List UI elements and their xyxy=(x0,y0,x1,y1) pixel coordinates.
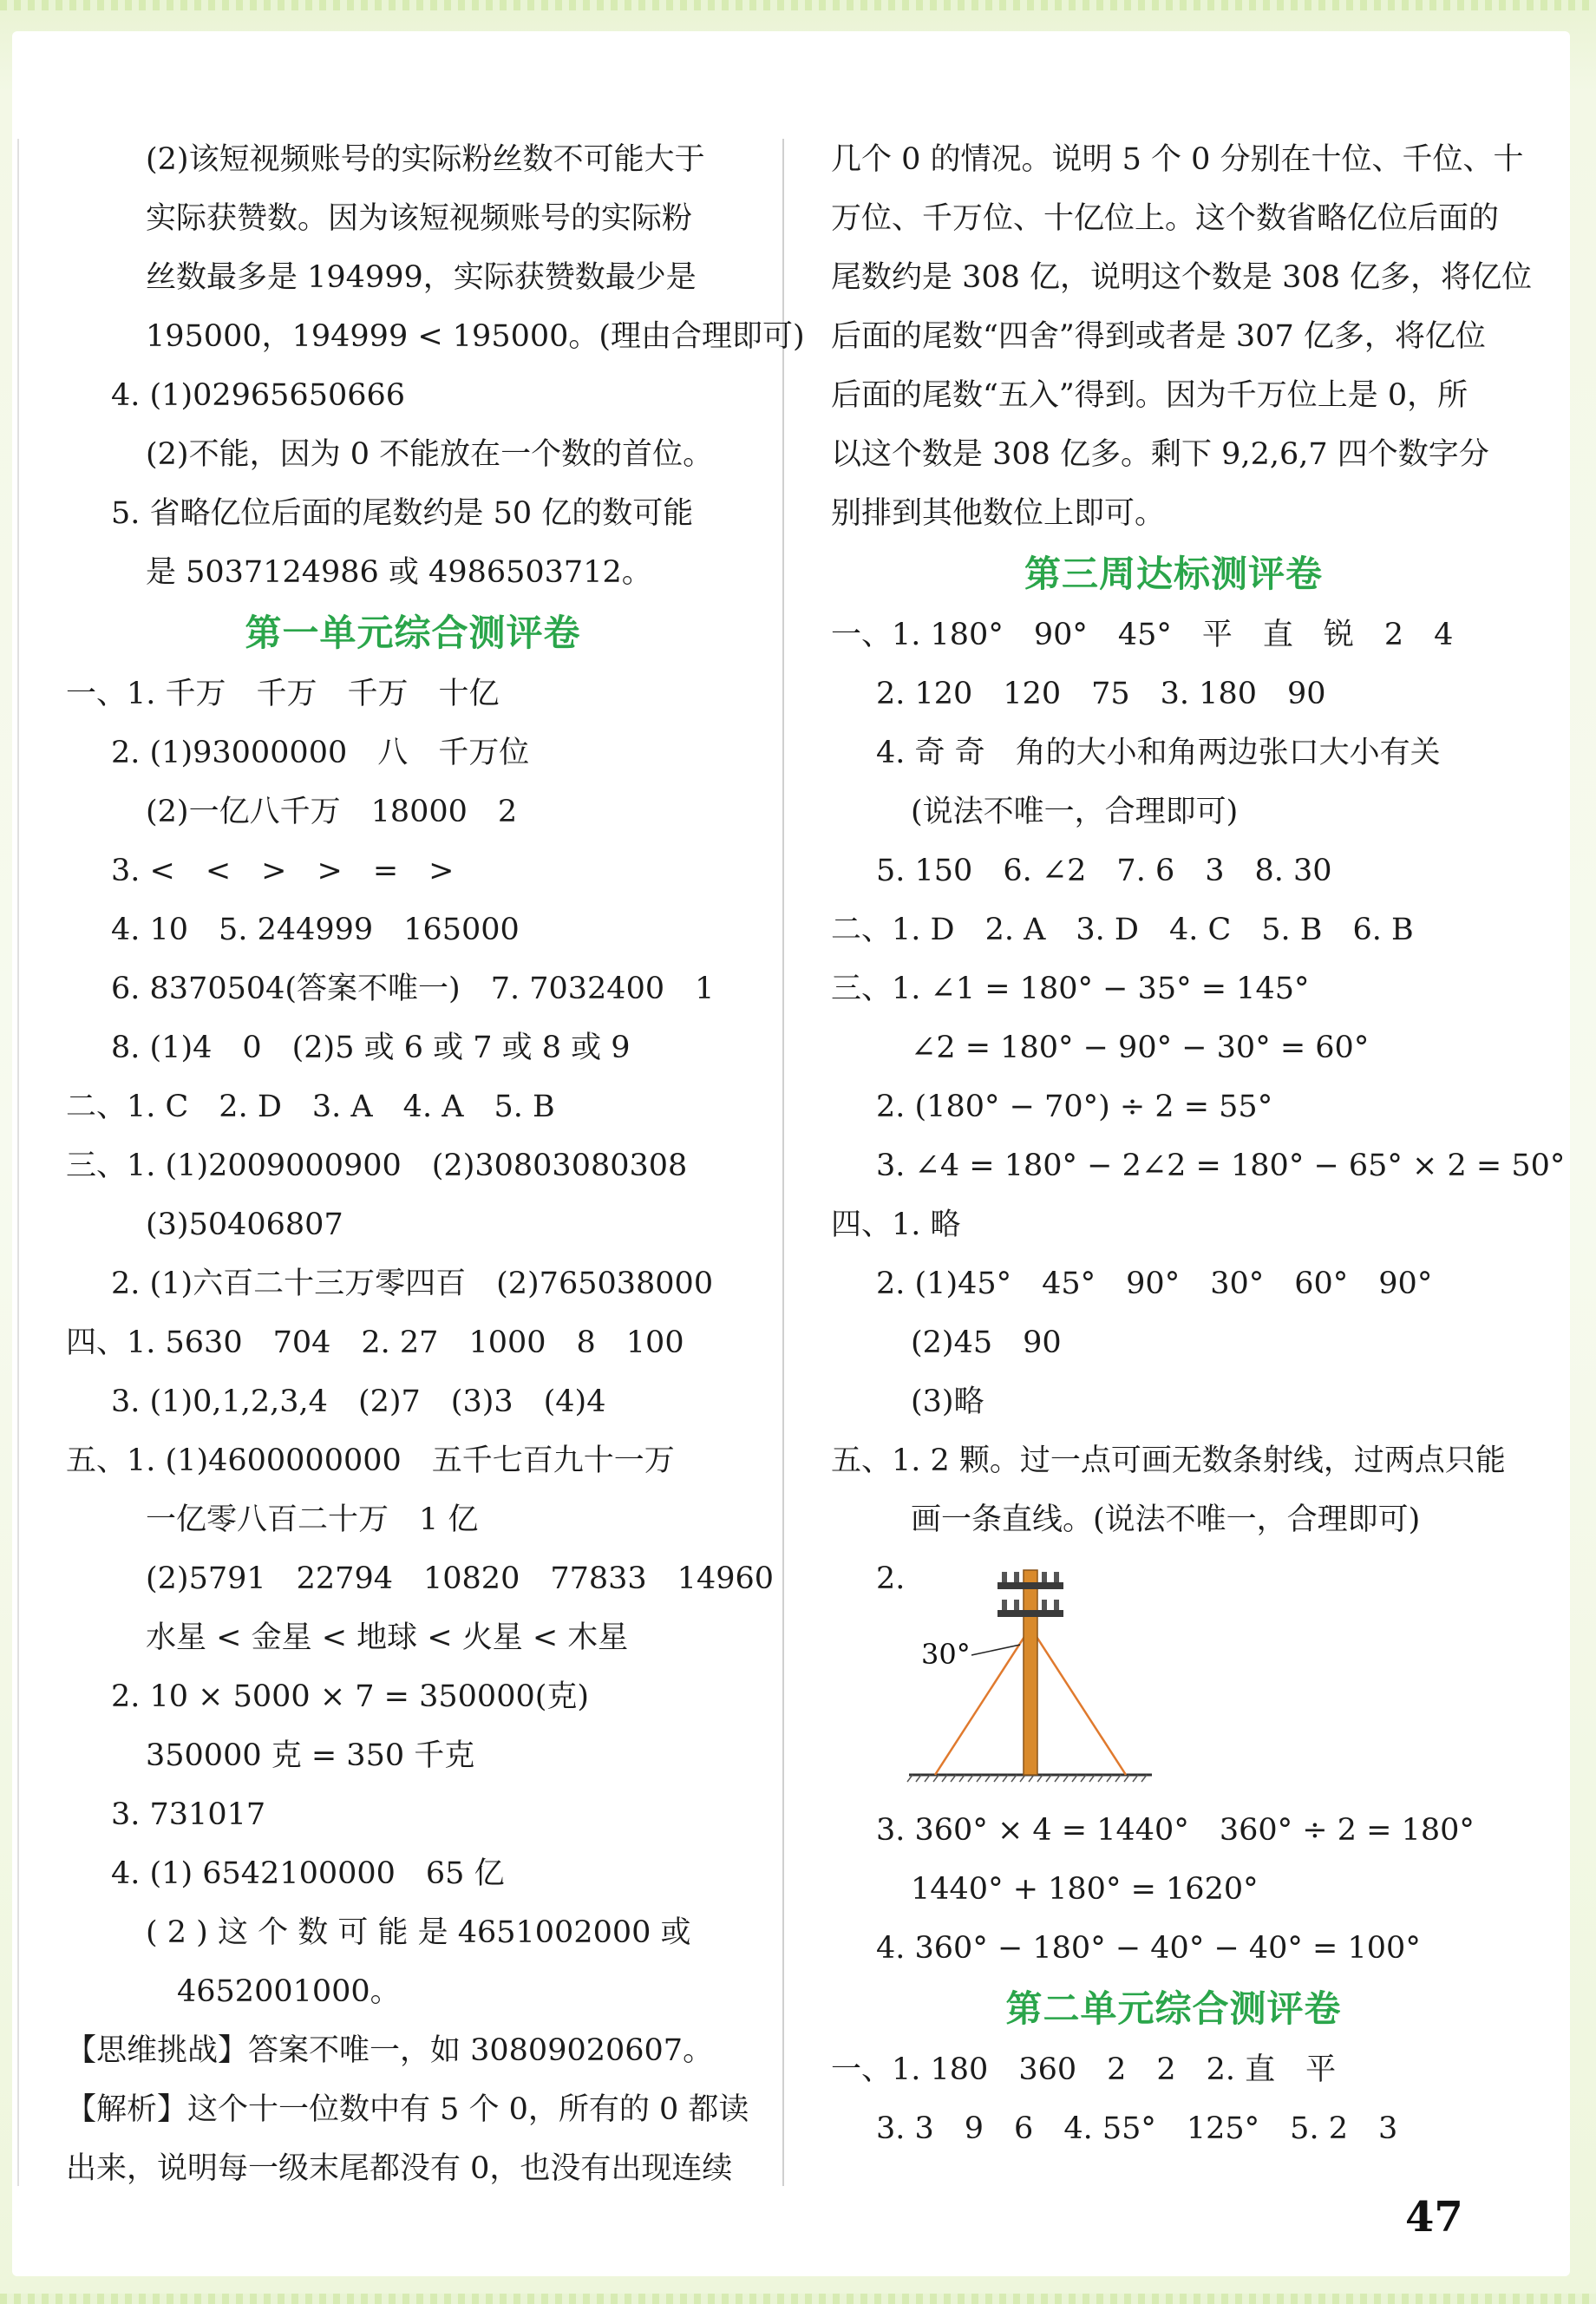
insulator xyxy=(1014,1572,1019,1582)
answer-line: 4652001000。 xyxy=(177,1974,401,2009)
answer-line: 二、1. C 2. D 3. A 4. A 5. B xyxy=(66,1090,555,1124)
top-decorative-stripe xyxy=(0,0,1596,10)
answer-line: 350000 克 = 350 千克 xyxy=(146,1738,475,1773)
utility-pole xyxy=(1024,1570,1037,1775)
section-heading: 第三周达标测评卷 xyxy=(1024,553,1323,595)
answer-line: 2. (1)93000000 八 千万位 xyxy=(111,736,530,770)
answer-line: 3. < < > > = > xyxy=(111,854,455,888)
answer-line: 3. 731017 xyxy=(111,1797,266,1832)
answer-line: 3. 3 9 6 4. 55° 125° 5. 2 3 xyxy=(876,2111,1398,2146)
answer-line: 3. 360° × 4 = 1440° 360° ÷ 2 = 180° xyxy=(876,1813,1475,1848)
answer-line: 4. (1)02965650666 xyxy=(111,378,406,413)
answer-line: (2)不能，因为 0 不能放在一个数的首位。 xyxy=(146,437,714,472)
left-column xyxy=(66,130,805,2198)
right-column xyxy=(831,130,1566,2158)
answer-line: 二、1. D 2. A 3. D 4. C 5. B 6. B xyxy=(831,913,1414,947)
column-divider xyxy=(782,139,784,2186)
answer-line: (2)一亿八千万 18000 2 xyxy=(146,795,518,829)
answer-line: 三、1. ∠1 = 180° − 35° = 145° xyxy=(831,972,1310,1006)
answer-line: 实际获赞数。因为该短视频账号的实际粉 xyxy=(146,201,693,236)
answer-line: 几个 0 的情况。说明 5 个 0 分别在十位、千位、十 xyxy=(831,142,1524,177)
answer-line: 五、1. (1)4600000000 五千七百九十一万 xyxy=(66,1443,675,1478)
answer-line: 4. 10 5. 244999 165000 xyxy=(111,913,520,947)
answer-line: 三、1. (1)2009000900 (2)30803080308 xyxy=(66,1149,688,1183)
answer-line: 尾数约是 308 亿，说明这个数是 308 亿多，将亿位 xyxy=(831,260,1533,295)
page-number: 47 xyxy=(1405,2193,1463,2242)
answer-line: 出来，说明每一级末尾都没有 0，也没有出现连续 xyxy=(66,2151,733,2186)
answer-line: 一、1. 180° 90° 45° 平 直 锐 2 4 xyxy=(831,618,1454,652)
answer-line: 万位、千万位、十亿位上。这个数省略亿位后面的 xyxy=(831,201,1500,236)
angle-label: 30° xyxy=(921,1638,971,1671)
answer-line: 4. 360° − 180° − 40° − 40° = 100° xyxy=(876,1931,1421,1966)
answer-line: 【解析】这个十一位数中有 5 个 0，所有的 0 都读 xyxy=(66,2092,749,2127)
section-heading: 第一单元综合测评卷 xyxy=(245,612,581,654)
answer-line: ( 2 ) 这 个 数 可 能 是 4651002000 或 xyxy=(146,1915,691,1950)
answer-line: 一亿零八百二十万 1 亿 xyxy=(146,1502,479,1537)
answer-line: 四、1. 略 xyxy=(831,1208,961,1242)
answer-line: 4. 奇 奇 角的大小和角两边张口大小有关 xyxy=(876,736,1441,770)
answer-line: 2. (1)45° 45° 90° 30° 60° 90° xyxy=(876,1267,1433,1301)
answer-line: (2)45 90 xyxy=(911,1325,1062,1360)
insulator xyxy=(1054,1600,1059,1610)
answer-line: 后面的尾数“四舍”得到或者是 307 亿多，将亿位 xyxy=(831,319,1486,354)
pole-crossarm xyxy=(998,1582,1063,1589)
pole-figure xyxy=(831,1549,1516,1801)
answer-line: 5. 省略亿位后面的尾数约是 50 亿的数可能 xyxy=(111,496,694,531)
insulator xyxy=(1014,1600,1019,1610)
answer-line: 2. 10 × 5000 × 7 = 350000(克) xyxy=(111,1679,590,1714)
answer-line: 后面的尾数“五入”得到。因为千万位上是 0，所 xyxy=(831,378,1468,413)
answer-line: 6. 8370504(答案不唯一) 7. 7032400 1 xyxy=(111,972,715,1006)
answer-line: 8. (1)4 0 (2)5 或 6 或 7 或 8 或 9 xyxy=(111,1031,631,1065)
answer-line: 3. ∠4 = 180° − 2∠2 = 180° − 65° × 2 = 50° xyxy=(876,1149,1566,1183)
answer-line: 3. (1)0,1,2,3,4 (2)7 (3)3 (4)4 xyxy=(111,1384,606,1419)
insulator xyxy=(1054,1572,1059,1582)
answer-line: 以这个数是 308 亿多。剩下 9,2,6,7 四个数字分 xyxy=(831,437,1489,472)
answer-line: 是 5037124986 或 4986503712。 xyxy=(146,555,652,590)
answer-line: 丝数最多是 194999，实际获赞数最少是 xyxy=(146,260,697,295)
bottom-decorative-stripe xyxy=(0,2294,1596,2304)
left-margin-rule xyxy=(17,139,19,2186)
answer-line: 1440° + 180° = 1620° xyxy=(911,1872,1259,1907)
answer-line: 别排到其他数位上即可。 xyxy=(831,496,1166,531)
answer-line: 2. (1)六百二十三万零四百 (2)765038000 xyxy=(111,1267,714,1301)
answer-line: 一、1. 180 360 2 2 2. 直 平 xyxy=(831,2052,1337,2087)
answer-line: (3)50406807 xyxy=(146,1208,343,1242)
answer-line: (2)5791 22794 10820 77833 14960 xyxy=(146,1561,775,1596)
pole-crossarm xyxy=(998,1610,1063,1617)
answer-line: 画一条直线。(说法不唯一，合理即可) xyxy=(911,1502,1421,1537)
section-heading: 第二单元综合测评卷 xyxy=(1005,1987,1342,2030)
answer-line: 水星 < 金星 < 地球 < 火星 < 木星 xyxy=(146,1620,629,1655)
answer-line: (2)该短视频账号的实际粉丝数不可能大于 xyxy=(146,142,705,177)
answer-line: (3)略 xyxy=(911,1384,984,1419)
answer-line: 2. (180° − 70°) ÷ 2 = 55° xyxy=(876,1090,1273,1124)
insulator xyxy=(1042,1572,1047,1582)
answer-line: 2. 120 120 75 3. 180 90 xyxy=(876,677,1326,711)
answer-line: 一、1. 千万 千万 千万 十亿 xyxy=(66,677,500,711)
answer-line: ∠2 = 180° − 90° − 30° = 60° xyxy=(911,1031,1370,1065)
answer-line: 【思维挑战】答案不唯一，如 30809020607。 xyxy=(66,2033,714,2068)
guy-wire xyxy=(1030,1627,1126,1775)
answer-line: 四、1. 5630 704 2. 27 1000 8 100 xyxy=(66,1325,684,1360)
insulator xyxy=(1042,1600,1047,1610)
pole-diagram xyxy=(900,1558,1161,1792)
answer-line: 195000，194999 < 195000。(理由合理即可) xyxy=(146,319,805,354)
insulator xyxy=(1002,1572,1007,1582)
answer-line: 五、1. 2 颗。过一点可画无数条射线，过两点只能 xyxy=(831,1443,1506,1478)
answer-line: 5. 150 6. ∠2 7. 6 3 8. 30 xyxy=(876,854,1332,888)
insulator xyxy=(1002,1600,1007,1610)
answer-line: 4. (1) 6542100000 65 亿 xyxy=(111,1856,505,1891)
answer-line: (说法不唯一，合理即可) xyxy=(911,795,1239,829)
figure-question-number: 2. xyxy=(876,1561,906,1596)
